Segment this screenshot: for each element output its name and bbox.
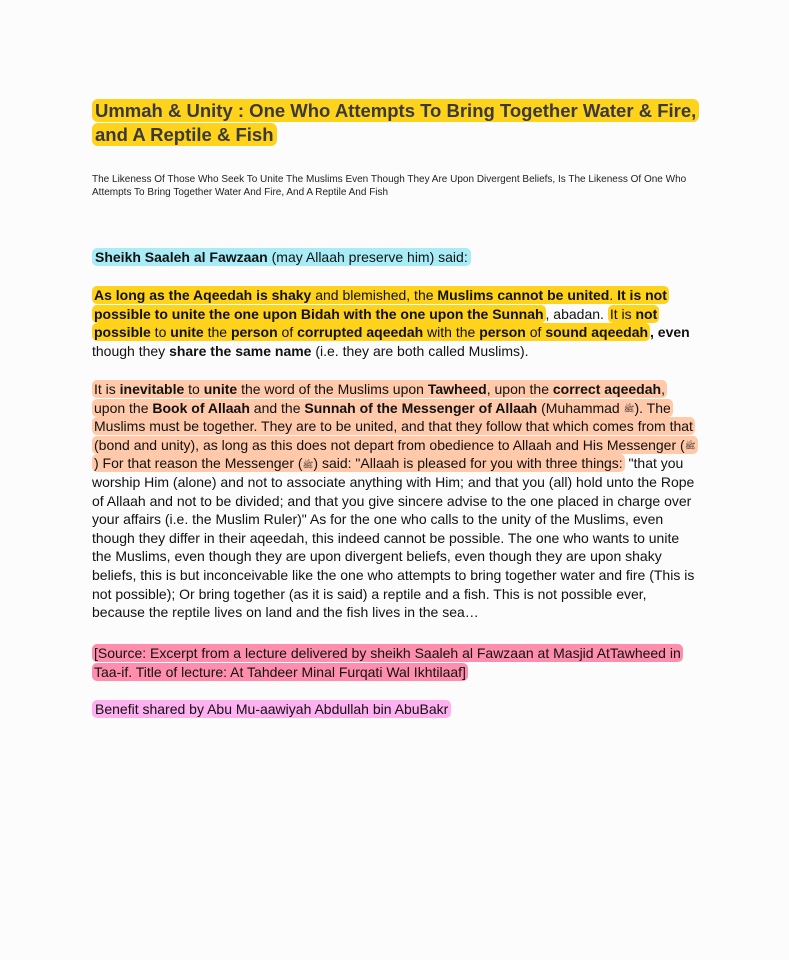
bold-text: Book of Allaah bbox=[152, 399, 250, 416]
text-run: to bbox=[184, 381, 204, 397]
text-run: and the bbox=[249, 399, 305, 416]
bold-text: sound aqeedah bbox=[545, 324, 649, 341]
text-run: ) said: "Allaah is pleased for you with three things: bbox=[313, 455, 623, 472]
text-run: ) For that reason the Messenger ( bbox=[94, 455, 303, 472]
text-run: and blemished, the bbox=[311, 287, 438, 303]
bold-text: unite bbox=[170, 324, 204, 341]
salawat-icon: ﷺ bbox=[684, 441, 696, 451]
salawat-icon: ﷺ bbox=[302, 460, 314, 470]
text-run: , abadan. bbox=[545, 305, 608, 322]
bold-text: inevitable bbox=[119, 381, 185, 397]
text-run: , upon the bbox=[486, 381, 553, 397]
text-run: ). The Muslims must be together. They are to be united, and that they follow that which comes from that (bond and unity), as long as this does not depart from obedience to Allaah and His Messenger ( bbox=[94, 399, 693, 453]
text-run: . bbox=[609, 287, 618, 303]
highlight-unity bbox=[92, 380, 698, 472]
page-subtitle: The Likeness Of Those Who Seek To Unite The Muslims Even Though They Are Upon Divergent Beliefs, Is The Likeness Of One Who Attempts To Bring Together Water And Fire, And A Reptile And Fish bbox=[92, 174, 687, 198]
paragraph-unity bbox=[92, 380, 698, 622]
title-highlight: Ummah & Unity : One Who Attempts To Bring Together Water & Fire, and A Reptile & Fish bbox=[92, 99, 699, 146]
bold-text: As long as the Aqeedah is shaky bbox=[94, 287, 312, 303]
intro-line bbox=[92, 248, 698, 267]
text-run: , upon the bbox=[94, 381, 665, 416]
bold-text: It is not possible to unite the one upon Bidah with the one upon the Sunnah bbox=[94, 287, 667, 322]
text-run: It is bbox=[94, 381, 120, 397]
text-run: It is bbox=[609, 305, 636, 322]
paragraph-aqeedah bbox=[92, 286, 698, 360]
text-run: (Muhammad bbox=[537, 399, 624, 416]
speaker-name: Sheikh Saaleh al Fawzaan bbox=[95, 249, 268, 265]
bold-text: person bbox=[479, 324, 526, 341]
speaker-highlight bbox=[92, 248, 471, 266]
source-citation bbox=[92, 644, 698, 681]
text-run: "that you worship Him (alone) and not to associate anything with Him; and that you (all) hold unto the Rope of Allaah and not to be divided; and that you give sincere advise to the one placed in charge over your affairs (i.e. the Muslim Ruler)" As for the one who calls to the unity of the Muslims, even though they differ in their aqeedah, this indeed cannot be possible. The one who wants to unite the Muslims, even though they are upon divergent beliefs, even though they are upon shaky beliefs, this is but inconceivable like the one who attempts to bring together water and fire (This is not possible); Or bring together (as it is said) a reptile and a fish. This is not possible ever, because the reptile lives on land and the fish lives in the sea… bbox=[92, 455, 695, 621]
text-run: with the bbox=[423, 324, 480, 341]
bold-text: , even bbox=[650, 324, 690, 341]
text-run: to bbox=[150, 324, 171, 341]
bold-text: share the same name bbox=[169, 342, 312, 359]
text-run: the bbox=[203, 324, 231, 341]
text-run: though they bbox=[92, 342, 170, 359]
bold-text: Muslims cannot be united bbox=[437, 287, 610, 303]
bold-text: corrupted aqeedah bbox=[297, 324, 424, 341]
bold-text: Sunnah of the Messenger of Allaah bbox=[304, 399, 538, 416]
text-run: the word of the Muslims upon bbox=[237, 381, 428, 397]
intro-rest: (may Allaah preserve him) said: bbox=[267, 249, 468, 265]
bold-text: not possible bbox=[94, 305, 658, 341]
text-run: (i.e. they are both called Muslims). bbox=[311, 342, 529, 359]
page-title bbox=[92, 99, 702, 147]
text-run: of bbox=[525, 324, 546, 341]
bold-text: correct aqeedah bbox=[552, 381, 662, 397]
bold-text: unite bbox=[203, 381, 238, 397]
bold-text: Tawheed bbox=[427, 381, 487, 397]
credit-line bbox=[92, 700, 698, 719]
credit-highlight: Benefit shared by Abu Mu-aawiyah Abdullah bin AbuBakr bbox=[92, 700, 451, 718]
text-run: of bbox=[277, 324, 298, 341]
bold-text: person bbox=[230, 324, 278, 341]
salawat-icon: ﷺ bbox=[623, 404, 635, 414]
source-highlight: [Source: Excerpt from a lecture delivered by sheikh Saaleh al Fawzaan at Masjid AtTawheed in Taa-if. Title of lecture: At Tahdeer Minal Furqati Wal Ikhtilaaf] bbox=[94, 645, 681, 680]
